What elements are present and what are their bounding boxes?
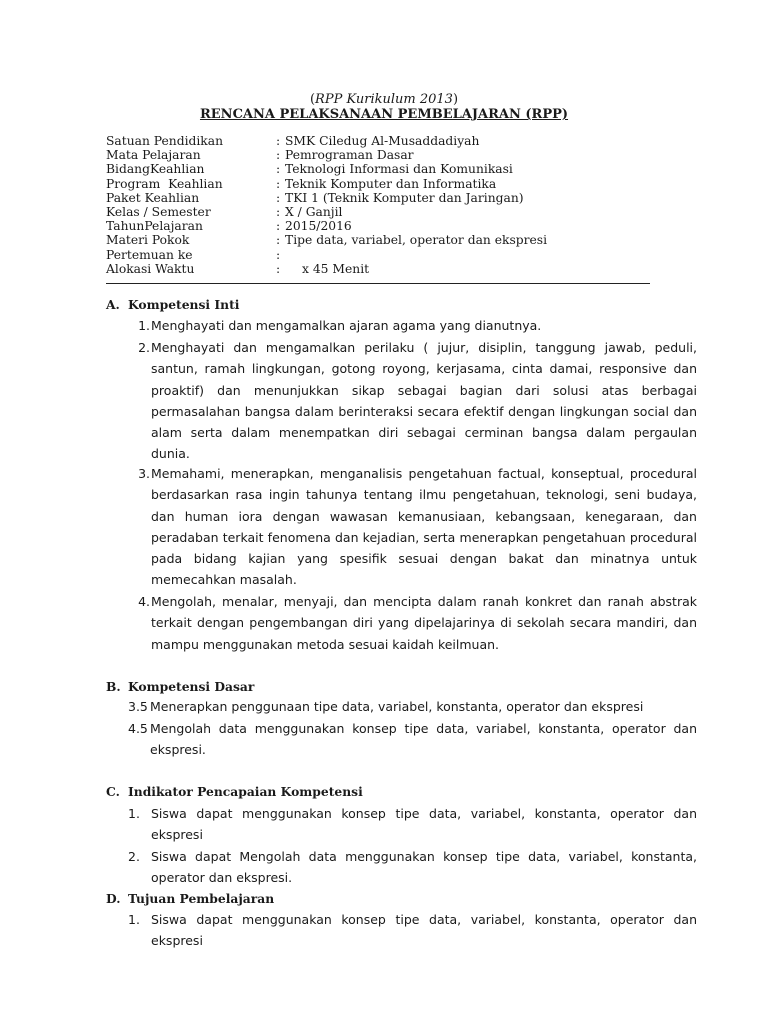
info-label: Satuan Pendidikan: [106, 134, 224, 148]
list-item: 2. Menghayati dan mengamalkan perilaku ( jujur, disiplin, tanggung jawab, peduli, santun, ramah lingkungan, gotong royong, kerjasama, cinta damai, responsive dan proaktif) dan menunjukkan sikap sebagai bagian dari solusi atas berbagai permasalahan bangsa dalam berinteraksi secara efektif dengan lingkungan social dan alam serta dalam menempatkan diri sebagai cerminan bangsa dalam pergaulan dunia.: [138, 340, 697, 462]
info-value: TKI 1 (Teknik Komputer dan Jaringan): [285, 190, 524, 205]
section-heading-a: A. Kompetensi Inti: [106, 297, 240, 312]
info-row: Kelas / Semester : X / Ganjil: [106, 204, 343, 219]
info-label: BidangKeahlian: [106, 162, 205, 177]
info-value: Teknik Komputer dan Informatika: [285, 176, 497, 191]
info-label: Materi Pokok: [106, 233, 190, 248]
info-value: 2015/2016: [285, 219, 352, 234]
info-row: TahunPelajaran : 2015/2016: [106, 219, 352, 234]
subtitle-text: RPP Kurikulum 2013: [315, 92, 453, 107]
info-row: Satuan Pendidikan : SMK Ciledug Al-Musaddadiyah: [106, 134, 480, 148]
list-item: 3.5 Menerapkan penggunaan tipe data, variabel, konstanta, operator dan ekspresi: [128, 699, 644, 714]
info-label: Program Keahlian: [106, 176, 223, 191]
header-divider: [106, 283, 650, 284]
info-row: Pertemuan ke :: [106, 247, 281, 262]
info-value: X / Ganjil: [285, 204, 343, 219]
section-heading-b: B. Kompetensi Dasar: [106, 679, 255, 694]
info-value: Teknologi Informasi dan Komunikasi: [285, 162, 513, 177]
info-value: Pemrograman Dasar: [285, 148, 414, 163]
info-value: x 45 Menit: [302, 261, 370, 276]
list-item: 3. Memahami, menerapkan, menganalisis pengetahuan factual, konseptual, procedural berdasarkan rasa ingin tahunya tentang ilmu pengetahuan, teknologi, seni budaya, dan human iora dengan wawasan kemanusiaan, kebangsaan, kenegaraan, dan peradaban terkait fenomena dan kejadian, serta menerapkan pengetahuan procedural pada bidang kajian yang spesifik sesuai dengan bakat dan minatnya untuk memecahkan masalah.: [138, 466, 697, 588]
section-heading-d: D. Tujuan Pembelajaran: [106, 891, 275, 906]
info-row: Mata Pelajaran : Pemrograman Dasar: [106, 148, 414, 163]
list-item: 1. Siswa dapat menggunakan konsep tipe data, variabel, konstanta, operator dan ekspresi: [128, 806, 697, 843]
info-label: Kelas / Semester: [106, 204, 211, 219]
info-row: Materi Pokok : Tipe data, variabel, operator dan ekspresi: [106, 233, 548, 248]
info-row: Paket Keahlian : TKI 1 (Teknik Komputer dan Jaringan): [106, 190, 524, 205]
info-label: TahunPelajaran: [106, 219, 203, 234]
list-item: 1. Menghayati dan mengamalkan ajaran agama yang dianutnya.: [138, 318, 542, 333]
info-value: Tipe data, variabel, operator dan ekspresi: [285, 233, 548, 248]
document-subtitle: (RPP Kurikulum 2013): [309, 92, 459, 107]
info-label: Alokasi Waktu: [106, 261, 195, 276]
list-item: 1. Siswa dapat menggunakan konsep tipe data, variabel, konstanta, operator dan ekspresi: [128, 912, 697, 949]
list-item: 4.5 Mengolah data menggunakan konsep tipe data, variabel, konstanta, operator dan ekspresi.: [128, 721, 697, 758]
document-title: RENCANA PELAKSANAAN PEMBELAJARAN (RPP): [199, 107, 569, 122]
info-row: BidangKeahlian : Teknologi Informasi dan Komunikasi: [106, 162, 513, 177]
info-table: [106, 134, 666, 276]
info-row: Alokasi Waktu : x 45 Menit: [106, 261, 370, 276]
info-label: Paket Keahlian: [106, 190, 200, 205]
info-row: Program Keahlian : Teknik Komputer dan Informatika: [106, 176, 497, 191]
list-item: 2. Siswa dapat Mengolah data menggunakan konsep tipe data, variabel, konstanta, operator dan ekspresi.: [128, 849, 697, 886]
list-item: 4. Mengolah, menalar, menyaji, dan mencipta dalam ranah konkret dan ranah abstrak terkait dengan pengembangan diri yang dipelajarinya di sekolah secara mandiri, dan mampu menggunakan metoda sesuai kaidah keilmuan.: [138, 594, 697, 652]
info-value: SMK Ciledug Al-Musaddadiyah: [285, 134, 480, 148]
info-label: Pertemuan ke: [106, 247, 193, 262]
info-label: Mata Pelajaran: [106, 148, 201, 163]
section-heading-c: C. Indikator Pencapaian Kompetensi: [106, 784, 363, 799]
